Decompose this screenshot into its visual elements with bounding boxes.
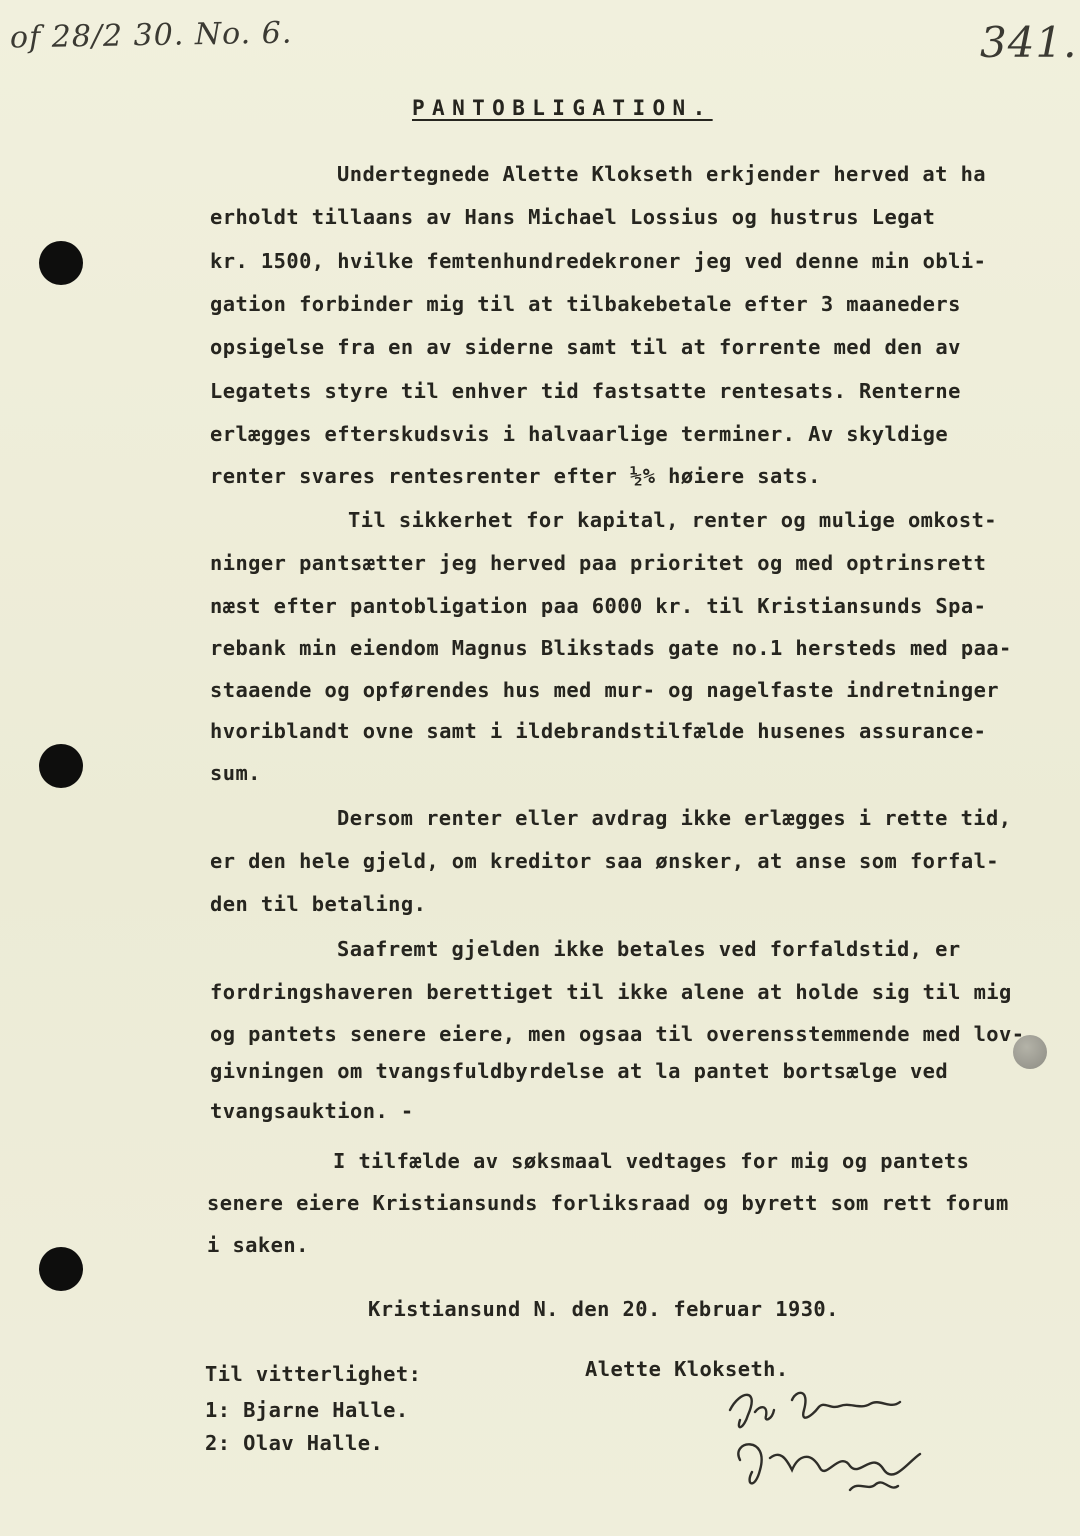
paragraph-1-line: Undertegnede Alette Klokseth erkjender herved at ha (337, 162, 987, 186)
paragraph-2-line: Til sikkerhet for kapital, renter og mulige omkost- (348, 508, 998, 532)
paragraph-1-line: erholdt tillaans av Hans Michael Lossius og hustrus Legat (210, 205, 936, 229)
handwritten-signature (700, 1380, 940, 1520)
paragraph-5-line: I tilfælde av søksmaal vedtages for mig og pantets (333, 1149, 970, 1173)
paragraph-2-line: hvoriblandt ovne samt i ildebrandstilfælde husenes assurance- (210, 719, 987, 743)
paragraph-4-line: Saafremt gjelden ikke betales ved forfaldstid, er (337, 937, 961, 961)
punch-hole-bottom (39, 1247, 83, 1291)
witness-2: 2: Olav Halle. (205, 1431, 384, 1455)
paragraph-1-line: renter svares rentesrenter efter ½% høiere sats. (210, 464, 821, 488)
paragraph-3-line: er den hele gjeld, om kreditor saa ønsker, at anse som forfal- (210, 849, 1000, 873)
witness-heading: Til vitterlighet: (205, 1362, 422, 1386)
punch-hole-middle (39, 744, 83, 788)
witness-1: 1: Bjarne Halle. (205, 1398, 409, 1422)
paragraph-1-line: opsigelse fra en av siderne samt til at forrente med den av (210, 335, 961, 359)
handwritten-reference-note: of 28/2 30. No. 6. (9, 15, 293, 56)
paragraph-3-line: den til betaling. (210, 892, 427, 916)
paragraph-4-line: og pantets senere eiere, men ogsaa til overensstemmende med lov- (210, 1022, 1025, 1046)
place-and-date: Kristiansund N. den 20. februar 1930. (368, 1297, 839, 1321)
paragraph-5-line: i saken. (207, 1233, 309, 1257)
paragraph-1-line: erlægges efterskudsvis i halvaarlige terminer. Av skyldige (210, 422, 949, 446)
paragraph-2-line: sum. (210, 761, 261, 785)
document-title: PANTOBLIGATION. (412, 96, 713, 120)
paragraph-2-line: staaende og opførendes hus med mur- og nagelfaste indretninger (210, 678, 1000, 702)
paragraph-4-line: givningen om tvangsfuldbyrdelse at la pantet bortsælge ved (210, 1059, 949, 1083)
paragraph-4-line: fordringshaveren berettiget til ikke alene at holde sig til mig (210, 980, 1012, 1004)
paragraph-5-line: senere eiere Kristiansunds forliksraad og byrett som rett forum (207, 1191, 1009, 1215)
paragraph-2-line: rebank min eiendom Magnus Blikstads gate no.1 hersteds med paa- (210, 636, 1012, 660)
paragraph-4-line: tvangsauktion. - (210, 1099, 414, 1123)
signatory-name: Alette Klokseth. (585, 1357, 789, 1381)
paragraph-1-line: Legatets styre til enhver tid fastsatte rentesats. Renterne (210, 379, 961, 403)
paragraph-2-line: næst efter pantobligation paa 6000 kr. til Kristiansunds Spa- (210, 594, 987, 618)
handwritten-page-number: 341. (980, 18, 1078, 67)
paragraph-1-line: gation forbinder mig til at tilbakebetale efter 3 maaneders (210, 292, 961, 316)
signature-strokes (730, 1393, 920, 1490)
paragraph-2-line: ninger pantsætter jeg herved paa prioritet og med optrinsrett (210, 551, 987, 575)
paragraph-3-line: Dersom renter eller avdrag ikke erlægges i rette tid, (337, 806, 1012, 830)
punch-hole-top (39, 241, 83, 285)
paragraph-1-line: kr. 1500, hvilke femtenhundredekroner jeg ved denne min obli- (210, 249, 987, 273)
